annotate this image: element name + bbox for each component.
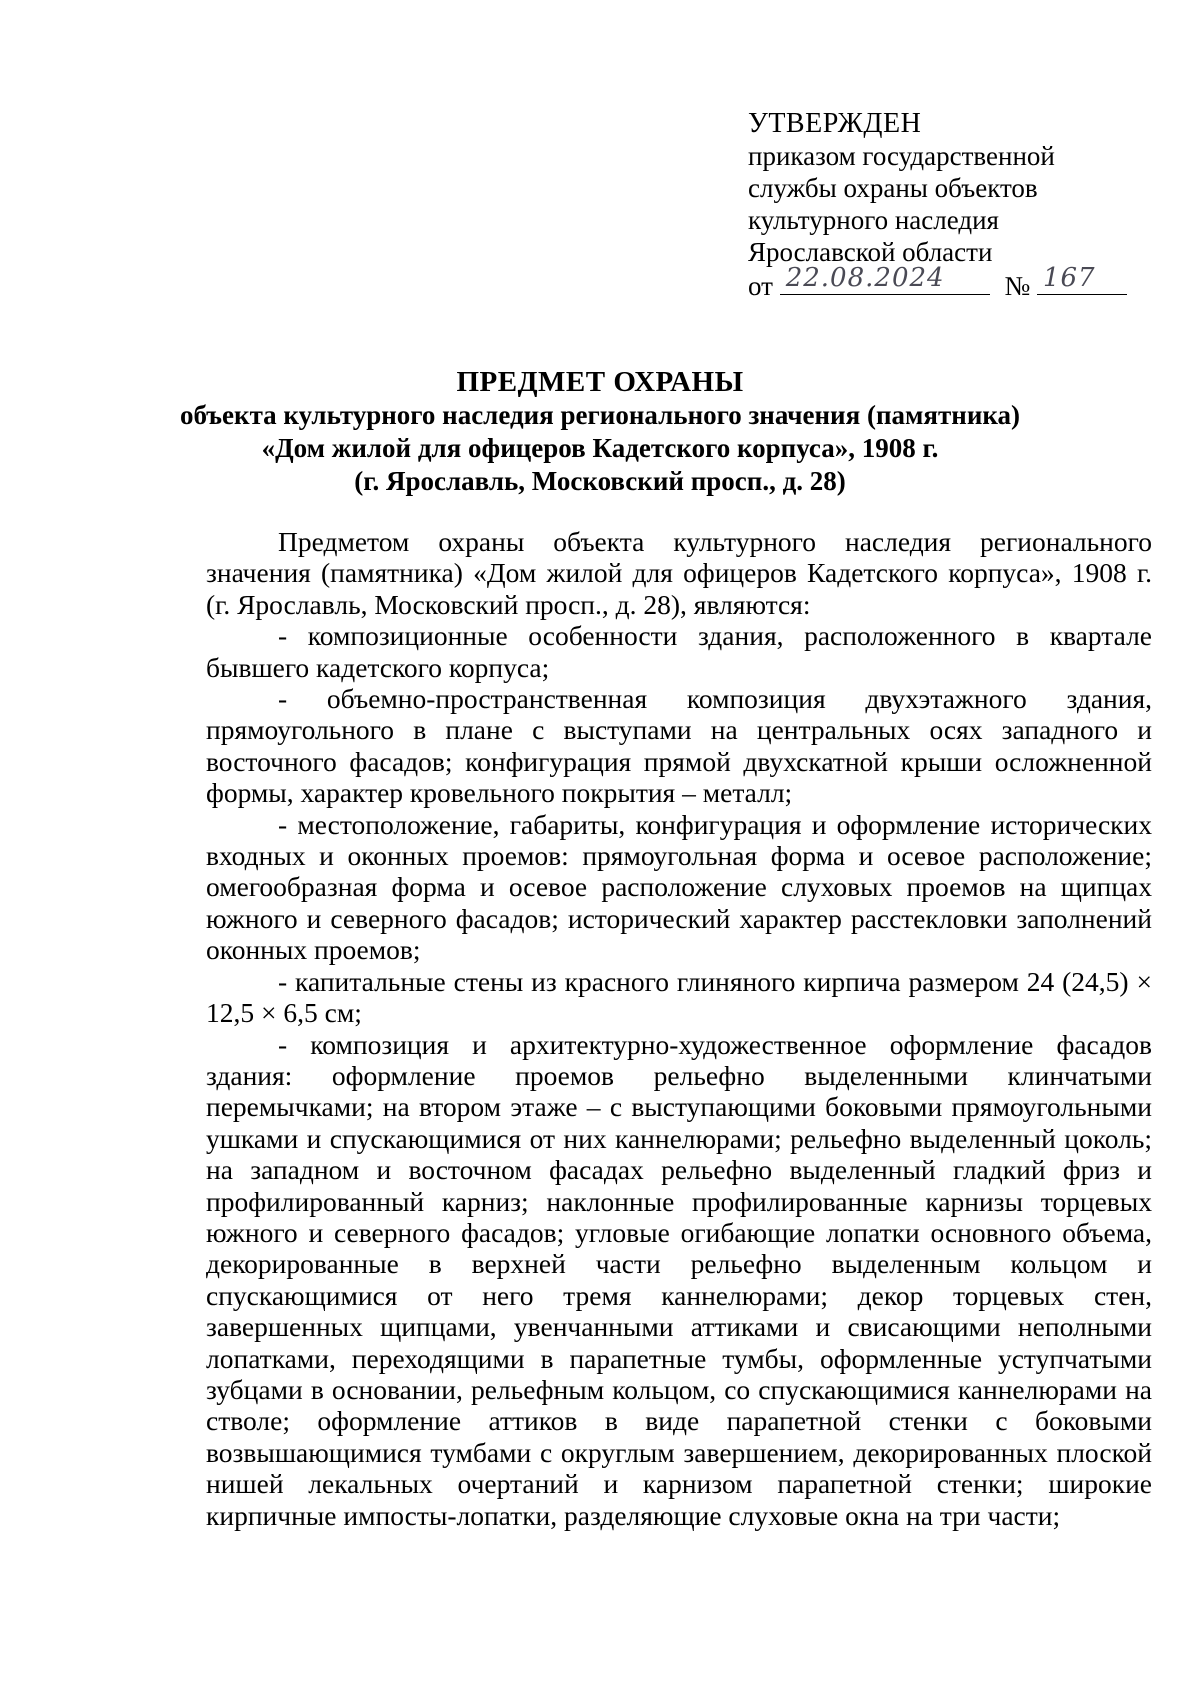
paragraph-item: - композиционные особенности здания, расположенного в квартале бывшего кадетского корпуса;: [206, 620, 1152, 683]
approval-heading: УТВЕРЖДЕН: [748, 108, 922, 139]
title-subline-3: (г. Ярославль, Московский просп., д. 28): [354, 466, 846, 496]
number-field: [1037, 263, 1127, 295]
handwritten-number: 167: [1042, 263, 1096, 293]
approval-line-3: культурного наследия: [748, 205, 999, 235]
number-prefix: №: [1004, 271, 1031, 301]
title-subline-2: «Дом жилой для офицеров Кадетского корпуса», 1908 г.: [261, 433, 939, 463]
approval-line-4: Ярославской области: [748, 237, 993, 267]
paragraph-item: - композиция и архитектурно-художественное оформление фасадов здания: оформление проемов рельефно выделенными клинчатыми перемычками; на втором этаже – с выступающими боковыми прямоугольными ушками и спускающимися от них каннелюрами; рельефно выделенный цоколь; на западном и восточном фасадах рельефно выделенный гладкий фриз и профилированный карниз; наклонные профилированные карнизы торцевых южного и северного фасадов; угловые огибающие лопатки основного объема, декорированные в верхней части рельефно выделенным кольцом и спускающимися от него тремя каннелюрами; декор торцевых стен, завершенных щипцами, увенчанными аттиками и свисающими неполными лопатками, переходящими в парапетные тумбы, оформленные уступчатыми зубцами в основании, рельефным кольцом, со спускающимися каннелюрами на стволе; оформление аттиков в виде парапетной стенки с боковыми возвышающимися тумбами с округлым завершением, декорированных плоской нишей лекальных очертаний и карнизом парапетной стенки; широкие кирпичные импосты-лопатки, разделяющие слуховые окна на три части;: [206, 1028, 1152, 1531]
document-title: ПРЕДМЕТ ОХРАНЫ: [456, 366, 744, 398]
date-prefix: от: [748, 271, 773, 301]
approval-line-2: службы охраны объектов: [748, 173, 1038, 203]
document-title-block: [0, 366, 1200, 498]
handwritten-date: 22.08.2024: [785, 263, 945, 293]
paragraph-intro: Предметом охраны объекта культурного наследия регионального значения (памятника) «Дом жилой для офицеров Кадетского корпуса», 1908 г. (г. Ярославль, Московский просп., д. 28), являются:: [206, 526, 1152, 620]
approval-date-number-line: [748, 263, 1168, 302]
title-subline-1: объекта культурного наследия регионального значения (памятника): [179, 400, 1021, 430]
approval-line-1: приказом государственной: [748, 141, 1055, 171]
paragraph-item: - капитальные стены из красного глиняного кирпича размером 24 (24,5) × 12,5 × 6,5 см;: [206, 965, 1152, 1029]
approval-stamp-block: [748, 108, 1168, 302]
paragraph-item: - местоположение, габариты, конфигурация и оформление исторических входных и оконных проемов: прямоугольная форма и осевое расположение; омегообразная форма и осевое расположение слуховых проемов на щипцах южного и северного фасадов; исторический характер расстекловки заполнений оконных проемов;: [206, 808, 1152, 966]
document-body: [206, 526, 1152, 1531]
paragraph-item: - объемно-пространственная композиция двухэтажного здания, прямоугольного в плане с выступами на центральных осях западного и восточного фасадов; конфигурация прямой двухскатной крыши осложненной формы, характер кровельного покрытия – металл;: [206, 683, 1152, 809]
date-field: [780, 263, 990, 295]
